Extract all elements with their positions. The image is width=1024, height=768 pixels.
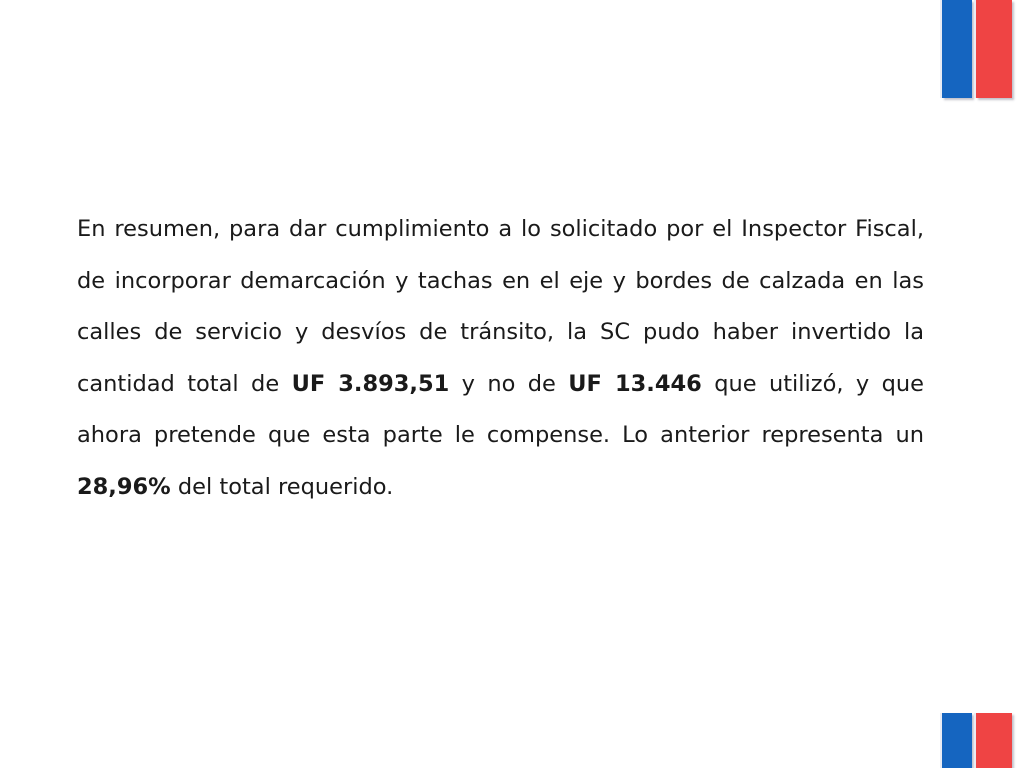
percentage-value: 28,96% (77, 473, 171, 500)
summary-text-part: y no de (449, 370, 569, 397)
flag-blue-bar (942, 0, 972, 98)
summary-text-part: En resumen, para dar cumplimiento a lo solicitado por el Inspector Fiscal, de incorporar demarcación y tachas en el eje y bordes de calzada en las calles de servicio y desvíos de tránsito, la SC pudo haber invertido la cantidad total de (77, 216, 924, 397)
flag-red-bar (976, 713, 1012, 768)
amount-used: UF 13.446 (568, 370, 702, 397)
summary-text-part: del total requerido. (170, 473, 394, 500)
flag-decoration-bottom (940, 713, 1016, 768)
flag-red-bar (976, 0, 1012, 98)
amount-invested: UF 3.893,51 (291, 370, 450, 397)
summary-text-part: que utilizó, y que ahora pretende que esta parte le compense. Lo anterior representa un (77, 370, 924, 448)
flag-decoration-top (940, 0, 1016, 98)
summary-paragraph (77, 204, 924, 513)
flag-blue-bar (942, 713, 972, 768)
